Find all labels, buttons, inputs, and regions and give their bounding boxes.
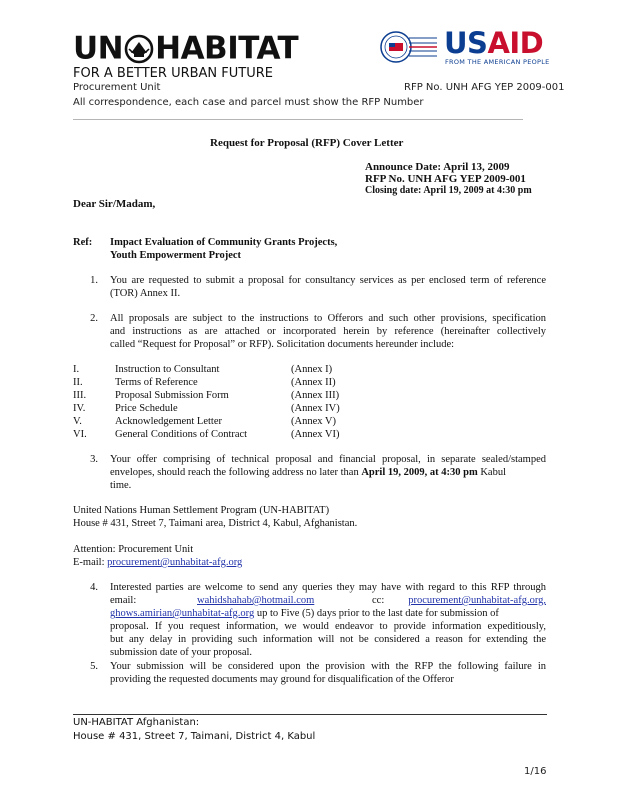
para2-line3: called “Request for Proposal” or RFP). Solicitation documents hereunder include: (110, 339, 455, 350)
para1-line2: (TOR) Annex II. (110, 288, 181, 299)
address-line2: House # 431, Street 7, Taimani area, District 4, Kabul, Afghanistan. (73, 518, 358, 529)
list-item: III. Proposal Submission Form (Annex III) (73, 390, 340, 401)
tagline: FOR A BETTER URBAN FUTURE (73, 66, 273, 81)
un-habitat-logo (73, 30, 298, 66)
procurement-unit-label: Procurement Unit (73, 82, 161, 93)
list-item: VI. General Conditions of Contract (Annex VI) (73, 429, 340, 440)
address-line1: United Nations Human Settlement Program (UN-HABITAT) (73, 505, 330, 516)
usaid-us: US (444, 26, 488, 60)
para-number: 3. (90, 454, 98, 465)
footer-divider (73, 714, 547, 715)
para3-line1: Your offer comprising of technical proposal and financial proposal, in separate sealed/stamped (110, 454, 546, 465)
page-number: 1/16 (524, 766, 547, 777)
list-item: I. Instruction to Consultant (Annex I) (73, 364, 333, 375)
query-email-link[interactable]: wahidshahab@hotmail.com (197, 595, 315, 606)
rfp-number-header: RFP No. UNH AFG YEP 2009-001 (404, 82, 565, 93)
para-number: 5. (90, 661, 98, 672)
para1-line1: You are requested to submit a proposal for consultancy services as per enclosed term of reference (110, 275, 546, 286)
para5-line2: providing the requested documents may ground for disqualification of the Offeror (110, 674, 454, 685)
para2-line1: All proposals are subject to the instructions to Offerors and such other provisions, specification (110, 313, 546, 324)
footer-org: UN-HABITAT Afghanistan: (73, 717, 200, 728)
para4-line5: but any delay in providing such information will not be considered a reason for extending the (110, 634, 546, 645)
annex-list (73, 364, 473, 442)
logo-text-un: UN (73, 30, 124, 67)
logo-text-habitat: HABITAT (155, 30, 299, 67)
usaid-wordmark (444, 28, 543, 58)
announce-date: Announce Date: April 13, 2009 (365, 161, 510, 173)
para4-line1: Interested parties are welcome to send any queries they may have with regard to this RFP through (110, 582, 546, 593)
attention-line: Attention: Procurement Unit (73, 544, 194, 555)
correspondence-note: All correspondence, each case and parcel must show the RFP Number (73, 97, 424, 108)
para5-line1: Your submission will be considered upon the provision with the RFP the following failure in (110, 661, 546, 672)
procurement-email-link[interactable]: procurement@unhabitat-afg.org (107, 557, 243, 568)
para-number: 1. (90, 275, 98, 286)
para3-line2: envelopes, should reach the following address no later than April 19, 2009, at 4:30 pm Kabul (110, 467, 507, 478)
usaid-aid: AID (487, 26, 544, 60)
letter-title: Request for Proposal (RFP) Cover Letter (210, 137, 404, 149)
usaid-seal-icon (379, 30, 439, 64)
list-item: IV. Price Schedule (Annex IV) (73, 403, 340, 414)
header-divider (73, 119, 523, 120)
para4-line2: email: wahidshahab@hotmail.com cc: procurement@unhabitat-afg.org, (110, 595, 546, 606)
usaid-tagline: FROM THE AMERICAN PEOPLE (445, 58, 550, 66)
para4-line4: proposal. If you request information, we would endeavor to provide information expeditiously, (110, 621, 546, 632)
salutation: Dear Sir/Madam, (73, 198, 156, 210)
cc-email-link[interactable]: procurement@unhabitat-afg.org, (408, 595, 546, 606)
list-item: V. Acknowledgement Letter (Annex V) (73, 416, 337, 427)
footer-address: House # 431, Street 7, Taimani, District 4, Kabul (73, 731, 316, 742)
para-number: 2. (90, 313, 98, 324)
closing-date: Closing date: April 19, 2009 at 4:30 pm (365, 185, 532, 196)
para4-line6: submission date of your proposal. (110, 647, 253, 658)
para2-line2: and instructions as are attached or incorporated herein by reference (hereinafter collectively (110, 326, 546, 337)
para-number: 4. (90, 582, 98, 593)
email-line: E-mail: procurement@unhabitat-afg.org (73, 557, 243, 568)
rfp-number: RFP No. UNH AFG YEP 2009-001 (365, 173, 526, 185)
ref-subject-line2: Youth Empowerment Project (110, 250, 242, 261)
para3-line3: time. (110, 480, 132, 491)
cc2-email-link[interactable]: ghows.amirian@unhabitat-afg.org (110, 608, 255, 619)
para4-line3: ghows.amirian@unhabitat-afg.org up to Five (5) days prior to the last date for submission of (110, 608, 499, 619)
list-item: II. Terms of Reference (Annex II) (73, 377, 336, 388)
habitat-emblem-icon (124, 34, 154, 64)
ref-label: Ref: (73, 237, 93, 248)
ref-subject-line1: Impact Evaluation of Community Grants Projects, (110, 237, 338, 248)
